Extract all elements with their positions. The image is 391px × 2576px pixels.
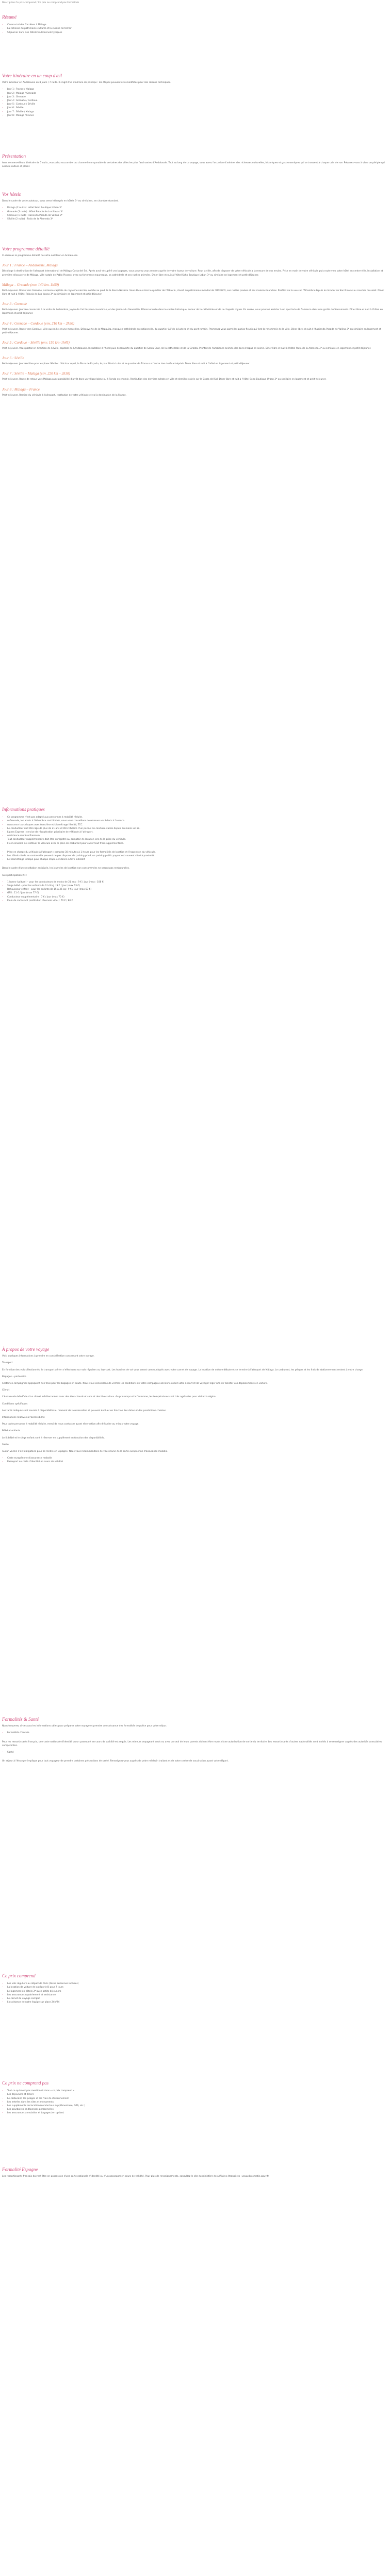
not-included-heading: Ce prix ne comprend pas: [2, 2080, 49, 2086]
list-item: • Les pourboires et dépenses personnelles: [7, 2108, 385, 2111]
transport-title: Transport: [2, 1362, 13, 1365]
day-heading: Jour 3 : Grenade: [2, 302, 27, 307]
day-heading: Jour 4 : Grenade – Cordoue (env. 210 km – 2h30): [2, 321, 74, 326]
list-item: • Ce programme n'est pas adapté aux personnes à mobilité réduite.: [7, 816, 385, 819]
list-item: • Jour 1 : France / Malaga: [7, 88, 385, 91]
list-item: • Jour 6 : Séville: [7, 106, 385, 110]
day-text: Petit-déjeuner. Remise du véhicule à l'aéroport, restitution de votre véhicule et vol à destination de la France.: [2, 394, 127, 397]
presentation-heading: Présentation: [2, 154, 26, 159]
list-item: • Santé: [7, 1751, 385, 1754]
hotels-list: [2, 206, 385, 221]
not-included-list: [2, 2089, 385, 2115]
day-heading: Jour 7 : Séville – Malaga (env. 220 km – 2h30): [2, 371, 70, 376]
children-title: Bébé et enfants: [2, 1430, 20, 1433]
day-text: Petit-déjeuner. Journée libre pour explorer Séville : l'Alcázar royal, la Plaza de España, le parc María Luisa et le quartier de Triana sur l'autre rive du Guadalquivir. Dîner libre et nuit à l'hôtel en logement et petit-déjeuner.: [2, 363, 250, 366]
list-item: • Malaga (2 nuits) : Hôtel Soho Boutique Urban 3*: [7, 206, 385, 210]
resume-heading: Résumé: [2, 14, 17, 20]
list-item: • Les assurances rapatriement et assistance: [7, 1993, 385, 1997]
included-heading: Ce prix comprend: [2, 1973, 36, 1979]
itinerary-section: [2, 73, 385, 144]
day-text: Décollage à destination de l'aéroport international de Málaga-Costa del Sol. Après avoir récupéré vos bagages, vous pourrez vous rendre auprès de votre loueur de voiture. Pour la ville, afin de disposer de votre véhicule à la mesure de vos envies. Prise en main de votre véhicule puis route vers votre hôtel en centre-ville. Installation et première découverte de Málaga, ville natale de Pablo Picasso, avec sa forteresse mauresque, sa cathédrale et ses ruelles animées. Dîner libre et nuit à l'hôtel Soho Boutique Urban 3* ou similaire en logement et petit-déjeuner.: [2, 270, 383, 277]
itinerary-heading: Votre itinéraire en un coup d'œil: [2, 73, 62, 79]
infos-list-1: [2, 816, 385, 845]
about-heading: À propos de votre voyage: [2, 1347, 50, 1352]
day-heading: Jour 5 : Cordoue – Séville (env. 150 km–1h45): [2, 341, 70, 345]
spain-formalities-heading: Formalité Espagne: [2, 2167, 38, 2173]
day-text: Petit-déjeuner. Route vers Grenade, ancienne capitale du royaume nasride, nichée au pied de la Sierra Nevada. Vous découvrirez le quartier de l'Albaicín, classé au patrimoine mondial de l'UNESCO, ses ruelles pavées et ses maisons blanches. Profitez de la vue sur l'Alhambra depuis le mirador de San Nicolás au coucher du soleil. Dîner libre et nuit à l'Hôtel Palacio de Los Navas 3* ou similaire en logement et petit-déjeuner.: [2, 289, 384, 296]
infos-section: [2, 806, 385, 1337]
list-item: • Passeport ou carte d'identité en cours de validité: [7, 1460, 385, 1464]
formalities-list-2: [2, 1751, 385, 1754]
top-links[interactable]: Description Ce prix comprend / Ce prix ne comprend pas Formalités: [2, 2, 79, 4]
programme-intro: Ci-dessous le programme détaillé de votre autotour en Andalousie.: [2, 255, 78, 258]
list-item: • Le carburant, les péages et les frais de stationnement: [7, 2097, 385, 2100]
list-item: • Prise en charge du véhicule à l'aéroport : comptez 30 minutes à 1 heure pour les formalités de location et l'inspection du véhicule.: [7, 851, 385, 854]
list-item: • Le logement en hôtels 3* avec petits-déjeuners: [7, 1990, 385, 1993]
health-text: Aucun vaccin n'est obligatoire pour se rendre en Espagne. Nous vous recommandons de vous munir de la carte européenne d'assurance maladie.: [2, 1450, 168, 1453]
day-heading: Jour 1 : France – Andalousie, Malaga: [2, 263, 58, 268]
list-item: • Le carnet de voyage complet: [7, 1997, 385, 2001]
resume-list: [2, 23, 385, 35]
list-item: • Grenade (2 nuits) : Hôtel Palacio de Los Navas 3*: [7, 210, 385, 214]
presentation-text: Avec ce merveilleux itinéraire de 7 nuits, vous allez succomber au charme incomparable de certaines des villes les plus fascinantes d'Andalousie. Tout au long de ce voyage, vous aurez l'occasion d'admirer des richesses culturelles, historiques et gastronomiques qui se trouvent à chaque coin de rue. Préparez-vous à vivre un périple qui associe culture et plaisir.: [2, 162, 385, 168]
list-item: • Tout conducteur supplémentaire doit être enregistré au comptoir de location lors de la prise du véhicule.: [7, 838, 385, 841]
children-text: Le lit bébé et le siège enfant sont à réserver en supplément en fonction des disponibilités.: [2, 1436, 105, 1439]
presentation-section: [2, 153, 385, 182]
day-text: Petit-déjeuner. Route vers Cordoue, ville aux mille et une merveilles. Découverte de la Mezquita, mosquée-cathédrale exceptionnelle, du quartier juif de la Judería et du pont romain. Promenez-vous parmi les patios fleuris qui font la renommée de la ville. Dîner libre et nuit à l'hacienda Posada de Vallina 3* ou similaire en logement et petit-déjeuner.: [2, 328, 381, 334]
transport-text: En fonction des vols sélectionnés, le transport aérien s'effectuera sur vols réguliers ou low-cost. Les horaires de vol vous seront communiqués avec votre carnet de voyage. La location de voiture débute et se termine à l'aéroport de Málaga. Le carburant, les péages et les frais de stationnement restent à votre charge.: [2, 1368, 364, 1371]
list-item: • Carte européenne d'assurance maladie: [7, 1456, 385, 1460]
infos-avail-title: Avis participation (€) :: [2, 874, 27, 877]
day-text: Petit-déjeuner. Route de retour vers Málaga avec possibilité d'arrêt dans un village blanc ou à Ronda en chemin. Restitution des derniers achats en ville et dernière soirée sur la Costa del Sol. Dîner libre et nuit à l'Hôtel Soho Boutique Urban 3* ou similaire en logement et petit-déjeuner.: [2, 378, 327, 381]
spain-formalities-section: [2, 2166, 385, 2239]
list-item: • Les assurances annulation et bagages (en option): [7, 2111, 385, 2115]
list-item: • À Grenade, les accès à l'Alhambra sont limités, nous vous conseillons de réserver vos billets à l'avance.: [7, 819, 385, 823]
list-item: • Conducteur supplémentaire : 7 € / jour (max 70 €): [7, 895, 385, 899]
list-item: • Jour 5 : Cordoue / Séville: [7, 103, 385, 106]
conditions-title: Conditions spécifiques: [2, 1402, 28, 1405]
infos-list-2: [2, 851, 385, 862]
list-item: • La richesse du patrimoine culturel et la cuisine de terroir: [7, 27, 385, 30]
formalities-text: Pour les ressortissants français, une carte nationale d'identité ou un passeport en cours de validité est requis. Les mineurs voyageant seuls ou avec un seul de leurs parents doivent être munis d'une autorisation de sortie du territoire. Les ressortissants d'autres nationalités sont invités à se renseigner auprès des autorités consulaires compétentes.: [2, 1740, 382, 1747]
day-text: Petit-déjeuner. Journée consacrée à la visite de l'Alhambra, joyau de l'art hispano-musulman, et des jardins du Generalife. Flânez ensuite dans le centre historique, autour de la cathédrale et de la chapelle royale. En soirée, vous pourrez assister à un spectacle de flamenco dans une grotte du Sacromonte. Dîner libre et nuit à l'hôtel en logement et petit-déjeuner.: [2, 309, 383, 315]
list-item: • La location de voiture de catégorie B pour 7 jours: [7, 1986, 385, 1989]
list-item: • Plein de carburant (restitution réservoir vide) : 70 € / 80 €: [7, 899, 385, 903]
accessibility-text: Pour toute personne à mobilité réduite, merci de nous contacter avant réservation afin d'étudier au mieux votre voyage.: [2, 1423, 139, 1426]
list-item: • Jour 8 : Malaga / France: [7, 114, 385, 117]
list-item: • Séville (2 nuits) : Patio de la Alameda 3*: [7, 217, 385, 221]
not-included-section: [2, 2080, 385, 2157]
included-section: [2, 1973, 385, 2071]
bagages-title: Bagages – partenaire: [2, 1375, 26, 1378]
accessibility-title: Informations relatives à l'accessibilité: [2, 1416, 45, 1419]
list-item: • Les hôtels situés en centre-ville peuvent ne pas disposer de parking privé, un parking public payant est souvent situé à proximité.: [7, 854, 385, 858]
list-item: • Formalités d'entrée: [7, 1731, 385, 1735]
list-item: • 1 boxes (voiture) – pour les conducteurs de moins de 21 ans : 9 € / jour (max : 108 €): [7, 880, 385, 884]
health-title: Santé: [2, 1443, 9, 1446]
list-item: • Le conducteur doit être âgé de plus de 21 ans et être titulaire d'un permis de conduire valide depuis au moins un an.: [7, 827, 385, 831]
day-heading: Jour 6 : Séville: [2, 356, 24, 361]
spain-formalities-text: Les ressortissants français doivent être en possession d'une carte nationale d'identité ou d'un passeport en cours de validité. Pour plus de renseignements, consultez le site du ministère des Affaires étrangères : www.diplomatie.gouv.fr: [2, 2175, 269, 2178]
hotels-heading: Vos hôtels: [2, 192, 21, 197]
hotels-intro: Dans le cadre de votre autotour, vous serez hébergés en hôtels 3* ou similaires, en chambre standard.: [2, 200, 119, 203]
climat-text: L'Andalousie bénéficie d'un climat méditerranéen avec des étés chauds et secs et des hivers doux. Au printemps et à l'automne, les températures sont très agréables pour visiter la région.: [2, 1396, 217, 1399]
formalities-section: [2, 1716, 385, 1963]
list-item: • Il est conseillé de restituer le véhicule avec le plein de carburant pour éviter tout frais supplémentaire.: [7, 842, 385, 845]
list-item: • Le kilométrage indiqué pour chaque étape est donné à titre indicatif.: [7, 858, 385, 861]
list-item: • Les vols réguliers au départ de Paris (taxes aériennes incluses): [7, 1982, 385, 1986]
list-item: • Jour 2 : Malaga / Grenade: [7, 92, 385, 95]
list-item: • L'assistance de notre équipe sur place 24h/24: [7, 2001, 385, 2004]
list-item: • Assurance tous risques avec franchise et kilométrage illimité, TCC.: [7, 823, 385, 827]
list-item: • Les déjeuners et dîners: [7, 2093, 385, 2096]
list-item: • Jour 3 : Grenade: [7, 95, 385, 99]
list-item: • Les suppléments de location (conducteur supplémentaire, GPS, etc.): [7, 2104, 385, 2108]
resume-section: [2, 14, 385, 63]
itinerary-intro: Votre autotour en Andalousie en 8 jours / 7 nuits. Il s'agit d'un itinéraire de principe : les étapes peuvent être modifiées pour des raisons techniques.: [2, 81, 171, 84]
day-heading: Málaga – Grenade (env. 140 km–1h50): [2, 282, 59, 287]
list-item: • Les entrées dans les sites et monuments: [7, 2100, 385, 2104]
list-item: • Lignes Express : service de récupération prioritaire de véhicule à l'aéroport.: [7, 831, 385, 834]
about-section: [2, 1346, 385, 1707]
about-intro: Voici quelques informations à prendre en considération concernant votre voyage.: [2, 1355, 95, 1358]
formalities-intro: Nous trouverez ci-dessous les informations utiles pour préparer votre voyage et prendre connaissance des formalités de police pour votre séjour.: [2, 1725, 167, 1728]
list-item: • Siège bébé – pour les enfants de 0 à 9 kg : 9 € / jour (max 63 €): [7, 884, 385, 888]
programme-section: [2, 246, 385, 797]
list-item: • Tout ce qui n'est pas mentionné dans « ce prix comprend »: [7, 2089, 385, 2093]
bagages-text: Certaines compagnies appliquent des frais pour les bagages en soute. Nous vous conseillons de vérifier les conditions de votre compagnie aérienne avant votre départ et de voyager léger afin de faciliter vos déplacements en voiture.: [2, 1382, 268, 1385]
list-item: • Assistance routière Premium.: [7, 834, 385, 838]
included-list: [2, 1982, 385, 2004]
list-item: • Cinema tel des Carrières à Málaga: [7, 23, 385, 27]
list-item: • Séjourner dans des hôtels traditionnels typiques: [7, 31, 385, 35]
infos-heading: Informations pratiques: [2, 807, 45, 812]
day-text: Petit-déjeuner. Vous partez en direction de Séville, capitale de l'Andalousie. Installation à l'hôtel puis découverte du quartier de Santa Cruz, de la cathédrale et de la Giralda. Profitez de l'ambiance animée des bars à tapas en soirée. Dîner libre et nuit à l'hôtel Patio de la Alameda 3* ou similaire en logement et petit-déjeuner.: [2, 347, 371, 350]
list-item: • Jour 4 : Grenade / Cordoue: [7, 99, 385, 103]
programme-heading: Votre programme détaillé: [2, 246, 50, 252]
list-item: • Rehausseur enfant – pour les enfants de 15 à 36 kg : 9 € / jour (max 63 €): [7, 888, 385, 891]
conditions-text: Les tarifs indiqués sont soumis à disponibilité au moment de la réservation et peuvent évoluer en fonction des dates et des prestations choisies.: [2, 1409, 167, 1412]
hotels-section: [2, 191, 385, 236]
formalities-list-1: [2, 1731, 385, 1735]
formalities-text-2: Un séjour à l'étranger implique pour tout voyageur de prendre certaines précautions de santé. Renseignez-vous auprès de votre médecin traitant et de votre centre de vaccination avant votre départ.: [2, 1760, 229, 1763]
infos-note: Dans le cadre d'une restitution anticipée, les journées de location non consommées ne seront pas remboursées.: [2, 867, 130, 870]
itinerary-list: [2, 88, 385, 117]
infos-list-3: [2, 880, 385, 903]
climat-title: Climat: [2, 1389, 10, 1392]
formalities-heading: Formalités & Santé: [2, 1717, 39, 1722]
about-list: [2, 1456, 385, 1464]
list-item: • GPS : 11 € / jour (max 77 €): [7, 891, 385, 895]
day-heading: Jour 8 : Malaga – France: [2, 387, 40, 392]
list-item: • Cordoue (1 nuit) : Hacienda Posada de Vallina 3*: [7, 214, 385, 217]
list-item: • Jour 7 : Séville / Malaga: [7, 110, 385, 114]
